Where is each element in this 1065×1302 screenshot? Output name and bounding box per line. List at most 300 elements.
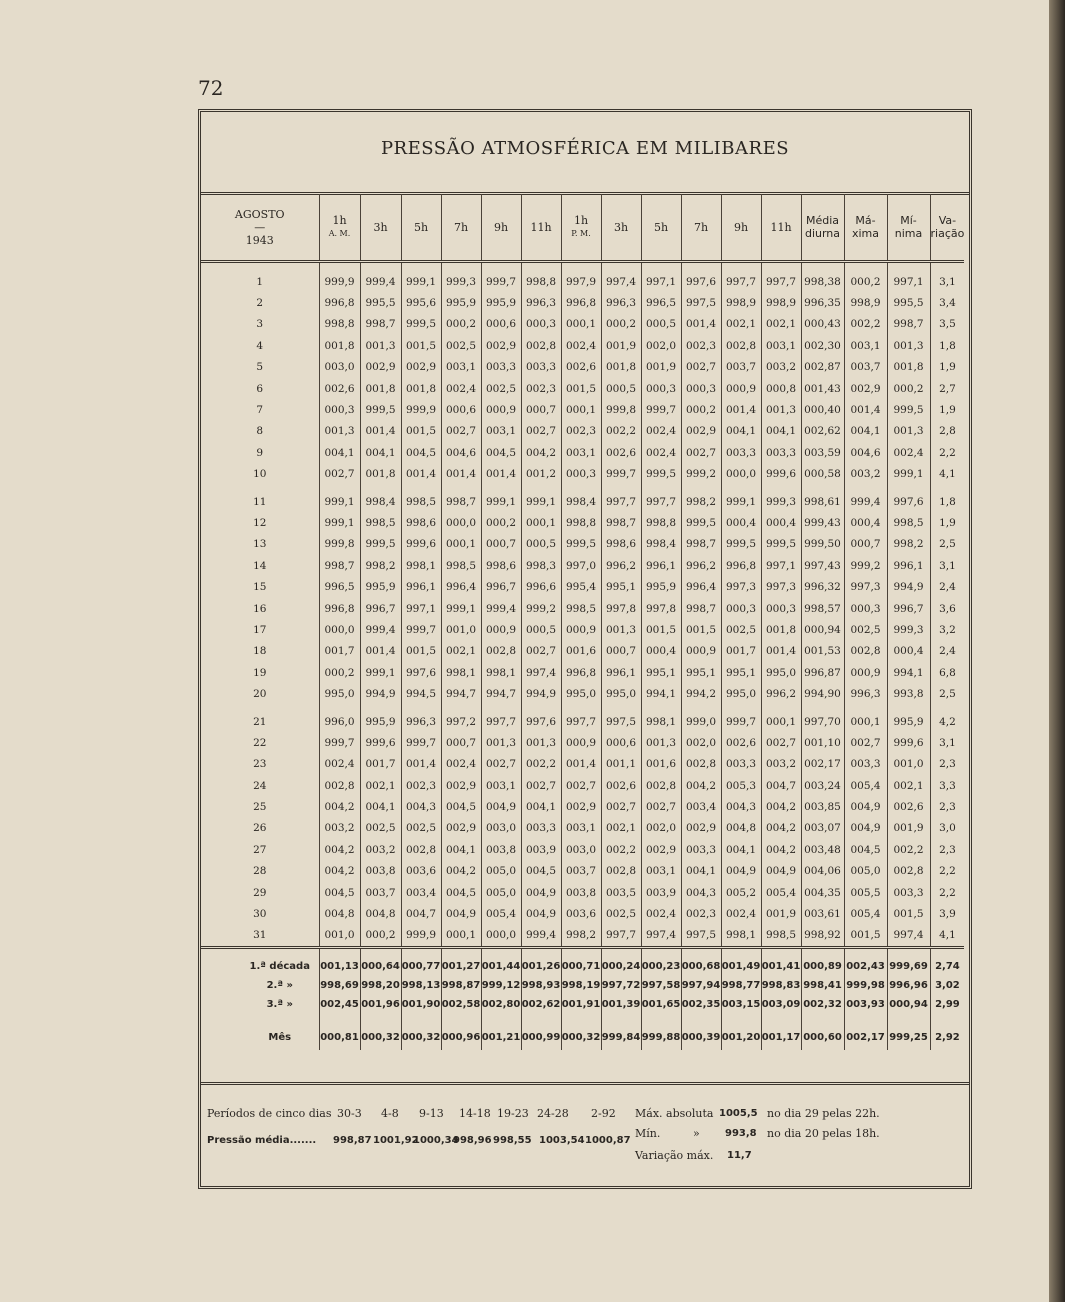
table-cell: 004,9 [721, 861, 761, 882]
table-cell: 997,0 [561, 555, 601, 576]
row-label: 20 [253, 688, 267, 701]
table-cell: 004,5 [441, 796, 481, 817]
table-cell: 2,7 [930, 378, 964, 399]
table-cell: 2,4 [930, 641, 964, 662]
table-cell: 995,0 [561, 683, 601, 704]
table-cell: 003,8 [561, 882, 601, 903]
table-cell: 998,7 [319, 555, 360, 576]
table-cell: 000,8 [761, 378, 801, 399]
table-cell: 003,1 [761, 335, 801, 356]
table-cell: 001,3 [481, 732, 521, 753]
header-top: 11h [770, 220, 792, 234]
table-cell: 000,9 [681, 641, 721, 662]
table-cell: 000,81 [319, 1014, 360, 1050]
table-cell: 005,4 [761, 882, 801, 903]
table-cell: 996,8 [561, 662, 601, 683]
table-cell: 001,3 [360, 335, 401, 356]
table-row [201, 775, 964, 796]
table-cell: 003,1 [561, 818, 601, 839]
table-cell: 2,5 [930, 534, 964, 555]
table-cell: 2,3 [930, 839, 964, 860]
table-cell: 001,3 [761, 399, 801, 420]
table-cell: 000,94 [887, 995, 930, 1014]
table-cell: 003,7 [561, 861, 601, 882]
row-label: 22 [253, 736, 267, 749]
table-cell: 995,1 [641, 662, 681, 683]
table-cell: 001,21 [481, 1014, 521, 1050]
table-cell: 000,58 [801, 464, 844, 485]
period-mean-value: 998,55 [493, 1135, 532, 1146]
table-cell: 999,5 [360, 399, 401, 420]
table-cell: 002,7 [319, 464, 360, 485]
table-cell: 3,0 [930, 818, 964, 839]
min-value: 993,8 [725, 1128, 757, 1139]
table-cell: 995,1 [721, 662, 761, 683]
table-cell: 1,8 [930, 485, 964, 512]
table-cell: 996,3 [844, 683, 887, 704]
table-cell: 999,6 [360, 732, 401, 753]
table-cell: 002,5 [360, 818, 401, 839]
table-cell: 000,5 [601, 378, 641, 399]
table-cell: 001,4 [441, 464, 481, 485]
table-row [201, 796, 964, 817]
table-cell: 002,2 [601, 421, 641, 442]
table-cell: 000,4 [761, 512, 801, 533]
table-cell: 001,20 [721, 1014, 761, 1050]
table-cell: 999,98 [844, 976, 887, 995]
table-cell: 995,0 [601, 683, 641, 704]
period-label: 2-92 [591, 1107, 616, 1120]
table-cell: 999,4 [360, 262, 401, 293]
row-label: 6 [256, 382, 264, 395]
table-cell: 999,4 [360, 619, 401, 640]
table-cell: 994,1 [887, 662, 930, 683]
table-cell: 998,20 [360, 976, 401, 995]
table-cell: 001,96 [360, 995, 401, 1014]
table-cell: 003,15 [721, 995, 761, 1014]
table-cell: 3,5 [930, 314, 964, 335]
table-cell: 002,4 [319, 754, 360, 775]
table-cell: 997,3 [844, 576, 887, 597]
table-cell: 999,2 [521, 598, 561, 619]
table-cell: 998,7 [681, 534, 721, 555]
table-row [201, 662, 964, 683]
table-cell: 999,3 [441, 262, 481, 293]
table-cell: 999,1 [401, 262, 441, 293]
table-cell: 000,4 [641, 641, 681, 662]
table-cell: 003,07 [801, 818, 844, 839]
table-cell: 002,9 [681, 421, 721, 442]
table-cell: 998,87 [441, 976, 481, 995]
table-cell: 997,6 [521, 705, 561, 732]
table-cell: 997,8 [641, 598, 681, 619]
period-mean-value: 1001,92 [373, 1135, 419, 1146]
table-cell: 002,3 [681, 903, 721, 924]
table-cell: 998,1 [641, 705, 681, 732]
table-cell: 001,7 [721, 641, 761, 662]
table-cell: 998,13 [401, 976, 441, 995]
table-cell: 003,0 [561, 839, 601, 860]
table-cell: 000,9 [561, 619, 601, 640]
table-cell: 003,85 [801, 796, 844, 817]
table-cell: 998,9 [721, 292, 761, 313]
table-cell: 000,60 [801, 1014, 844, 1050]
table-cell: 996,96 [887, 976, 930, 995]
table-cell: 997,7 [601, 485, 641, 512]
table-cell: 999,4 [521, 925, 561, 948]
table-cell: 003,3 [521, 357, 561, 378]
table-cell: 004,3 [681, 882, 721, 903]
table-cell: 000,32 [401, 1014, 441, 1050]
column-header [561, 194, 601, 262]
table-cell: 003,9 [521, 839, 561, 860]
table-cell: 004,7 [761, 775, 801, 796]
table-cell: 000,2 [844, 262, 887, 293]
table-cell: 999,6 [887, 732, 930, 753]
table-cell: 000,24 [601, 948, 641, 977]
table-cell: 4,1 [930, 464, 964, 485]
table-cell: 999,1 [360, 662, 401, 683]
table-cell: 000,89 [801, 948, 844, 977]
table-cell: 999,2 [844, 555, 887, 576]
table-cell: 996,7 [360, 598, 401, 619]
table-cell: 004,1 [319, 442, 360, 463]
table-cell: 000,7 [521, 399, 561, 420]
table-cell: 002,6 [721, 732, 761, 753]
table-cell: 997,72 [601, 976, 641, 995]
table-cell: 001,0 [441, 619, 481, 640]
table-cell: 004,2 [319, 839, 360, 860]
table-cell: 004,1 [721, 421, 761, 442]
table-cell: 995,9 [360, 705, 401, 732]
table-cell: 004,9 [761, 861, 801, 882]
table-cell: 002,0 [641, 335, 681, 356]
table-cell: 999,8 [601, 399, 641, 420]
table-cell: 001,91 [561, 995, 601, 1014]
table-cell: 002,1 [721, 314, 761, 335]
table-cell: 002,6 [319, 378, 360, 399]
header-bot: riação [930, 227, 965, 240]
table-cell: 000,2 [601, 314, 641, 335]
table-cell: 002,17 [801, 754, 844, 775]
table-cell: 998,7 [681, 598, 721, 619]
table-cell: 999,1 [319, 512, 360, 533]
table-cell: 002,7 [601, 796, 641, 817]
column-header [681, 194, 721, 262]
row-label: 7 [256, 404, 264, 417]
period-label: 19-23 [497, 1107, 529, 1120]
table-cell: 998,69 [319, 976, 360, 995]
table-cell: 000,6 [601, 732, 641, 753]
table-cell: 999,4 [481, 598, 521, 619]
table-cell: 000,3 [641, 378, 681, 399]
table-cell: 000,3 [761, 598, 801, 619]
table-cell: 003,8 [481, 839, 521, 860]
table-cell: 000,3 [319, 399, 360, 420]
table-cell: 000,0 [441, 512, 481, 533]
table-cell: 000,4 [844, 512, 887, 533]
table-cell: 998,2 [561, 925, 601, 948]
table-cell: 002,7 [761, 732, 801, 753]
table-cell: 003,0 [319, 357, 360, 378]
row-label: Mês [268, 1031, 292, 1043]
table-cell: 001,53 [801, 641, 844, 662]
row-label: 2.ª » [266, 980, 293, 992]
table-cell: 001,43 [801, 378, 844, 399]
table-cell: 000,7 [844, 534, 887, 555]
row-label: 17 [253, 623, 267, 636]
table-cell: 999,3 [887, 619, 930, 640]
table-cell: 000,32 [360, 1014, 401, 1050]
table-cell: 001,2 [521, 464, 561, 485]
table-cell: 000,0 [481, 925, 521, 948]
table-cell: 004,3 [721, 796, 761, 817]
table-cell: 003,61 [801, 903, 844, 924]
table-cell: 001,4 [401, 754, 441, 775]
table-cell: 003,8 [360, 861, 401, 882]
table-cell: 003,1 [844, 335, 887, 356]
table-cell: 994,1 [641, 683, 681, 704]
table-cell: 004,3 [401, 796, 441, 817]
table-cell: 003,3 [681, 839, 721, 860]
table-cell: 998,2 [887, 534, 930, 555]
table-cell: 001,8 [360, 464, 401, 485]
table-row [201, 882, 964, 903]
table-cell: 001,4 [401, 464, 441, 485]
book-spine [1049, 0, 1065, 1302]
table-cell: 005,0 [481, 882, 521, 903]
table-cell: 994,9 [360, 683, 401, 704]
column-header [930, 194, 964, 262]
column-header [801, 194, 844, 262]
table-cell: 996,8 [319, 598, 360, 619]
period-label: 24-28 [537, 1107, 569, 1120]
table-row [201, 464, 964, 485]
column-header [481, 194, 521, 262]
table-cell: 3,1 [930, 262, 964, 293]
column-header [360, 194, 401, 262]
table-cell: 000,2 [887, 378, 930, 399]
table-cell: 999,43 [801, 512, 844, 533]
header-top: 3h [613, 220, 629, 234]
table-cell: 002,80 [481, 995, 521, 1014]
table-cell: 999,6 [761, 464, 801, 485]
table-cell: 000,32 [561, 1014, 601, 1050]
table-row [201, 754, 964, 775]
table-cell: 997,7 [601, 925, 641, 948]
table-cell: 004,1 [721, 839, 761, 860]
header-bot: A. M. [328, 229, 351, 238]
table-cell: 001,8 [601, 357, 641, 378]
table-cell: 004,8 [721, 818, 761, 839]
row-label: 28 [253, 865, 267, 878]
table-cell: 003,1 [561, 442, 601, 463]
table-cell: 994,9 [521, 683, 561, 704]
pressure-table [201, 194, 964, 1050]
table-cell: 998,19 [561, 976, 601, 995]
table-cell: 999,88 [641, 1014, 681, 1050]
table-cell: 996,1 [887, 555, 930, 576]
table-cell: 999,5 [681, 512, 721, 533]
table-cell: 002,4 [641, 421, 681, 442]
table-cell: 002,4 [721, 903, 761, 924]
table-cell: 2,2 [930, 861, 964, 882]
header-top: 9h [493, 220, 509, 234]
table-cell: 002,5 [844, 619, 887, 640]
table-cell: 002,0 [681, 732, 721, 753]
table-cell: 998,38 [801, 262, 844, 293]
table-cell: 002,5 [721, 619, 761, 640]
table-cell: 004,2 [441, 861, 481, 882]
table-cell: 999,7 [401, 732, 441, 753]
table-cell: 002,8 [641, 775, 681, 796]
table-cell: 003,3 [887, 882, 930, 903]
table-cell: 003,9 [641, 882, 681, 903]
table-cell: 000,71 [561, 948, 601, 977]
table-cell: 002,9 [441, 818, 481, 839]
table-cell: 004,1 [681, 861, 721, 882]
table-cell: 001,44 [481, 948, 521, 977]
table-cell: 3,1 [930, 555, 964, 576]
table-cell: 999,69 [887, 948, 930, 977]
table-cell: 001,8 [401, 378, 441, 399]
table-cell: 002,7 [561, 775, 601, 796]
table-cell: 998,5 [761, 925, 801, 948]
table-cell: 998,1 [401, 555, 441, 576]
table-cell: 997,8 [601, 598, 641, 619]
table-cell: 997,43 [801, 555, 844, 576]
table-cell: 997,6 [401, 662, 441, 683]
table-cell: 997,5 [601, 705, 641, 732]
table-cell: 004,1 [441, 839, 481, 860]
table-cell: 002,2 [887, 839, 930, 860]
table-cell: 002,8 [681, 754, 721, 775]
table-cell: 001,5 [401, 641, 441, 662]
header-top: Média [805, 214, 840, 227]
table-cell: 000,1 [844, 705, 887, 732]
table-cell: 998,9 [761, 292, 801, 313]
table-cell: 004,1 [521, 796, 561, 817]
table-cell: 000,4 [721, 512, 761, 533]
table-cell: 999,1 [521, 485, 561, 512]
table-cell: 995,0 [319, 683, 360, 704]
row-label: 1 [256, 275, 264, 288]
table-cell: 002,5 [401, 818, 441, 839]
table-cell: 004,7 [401, 903, 441, 924]
table-cell: 997,1 [761, 555, 801, 576]
table-cell: 998,1 [441, 662, 481, 683]
table-cell: 995,1 [601, 576, 641, 597]
table-cell: 000,9 [481, 619, 521, 640]
table-cell: 004,1 [360, 442, 401, 463]
table-cell: 002,8 [401, 839, 441, 860]
table-cell: 002,35 [681, 995, 721, 1014]
table-cell: 996,2 [681, 555, 721, 576]
table-cell: 2,3 [930, 754, 964, 775]
table-cell: 000,5 [521, 534, 561, 555]
table-cell: 000,2 [481, 512, 521, 533]
table-row [201, 555, 964, 576]
table-cell: 001,10 [801, 732, 844, 753]
table-cell: 001,4 [681, 314, 721, 335]
table-cell: 002,9 [681, 818, 721, 839]
table-cell: 994,90 [801, 683, 844, 704]
table-cell: 004,1 [844, 421, 887, 442]
table-cell: 3,1 [930, 732, 964, 753]
table-cell: 001,3 [521, 732, 561, 753]
table-cell: 002,7 [521, 641, 561, 662]
table-cell: 001,5 [401, 335, 441, 356]
table-cell: 004,2 [761, 796, 801, 817]
row-label: 5 [256, 361, 264, 374]
header-top: 5h [653, 220, 669, 234]
table-cell: 002,6 [561, 357, 601, 378]
table-cell: 000,6 [441, 399, 481, 420]
table-cell: 000,5 [641, 314, 681, 335]
table-row [201, 948, 964, 977]
table-cell: 998,6 [401, 512, 441, 533]
table-cell: 000,1 [761, 705, 801, 732]
table-cell: 002,9 [641, 839, 681, 860]
table-cell: 999,5 [641, 464, 681, 485]
table-cell: 996,87 [801, 662, 844, 683]
header-top: AGOSTO [234, 207, 285, 221]
table-cell: 4,2 [930, 705, 964, 732]
table-cell: 996,8 [319, 292, 360, 313]
table-cell: 001,9 [887, 818, 930, 839]
table-cell: 004,2 [319, 796, 360, 817]
table-cell: 002,4 [441, 754, 481, 775]
table-cell: 997,2 [441, 705, 481, 732]
table-cell: 999,1 [721, 485, 761, 512]
table-cell: 994,5 [401, 683, 441, 704]
table-cell: 997,6 [681, 262, 721, 293]
table-cell: 000,7 [441, 732, 481, 753]
table-cell: 000,3 [521, 314, 561, 335]
table-cell: 005,5 [844, 882, 887, 903]
table-cell: 995,9 [481, 292, 521, 313]
row-label: 30 [253, 908, 267, 921]
table-row [201, 357, 964, 378]
table-cell: 004,5 [319, 882, 360, 903]
table-cell: 003,2 [761, 357, 801, 378]
table-cell: 996,32 [801, 576, 844, 597]
period-mean-value: 998,87 [333, 1135, 372, 1146]
periods-label: Períodos de cinco dias [207, 1107, 332, 1120]
table-cell: 002,8 [521, 335, 561, 356]
table-cell: 999,5 [360, 534, 401, 555]
table-cell: 000,1 [561, 399, 601, 420]
table-row [201, 335, 964, 356]
table-cell: 001,7 [360, 754, 401, 775]
table-cell: 001,4 [721, 399, 761, 420]
table-cell: 999,9 [319, 262, 360, 293]
footer-section [201, 1082, 969, 1187]
table-cell: 6,8 [930, 662, 964, 683]
table-cell: 994,7 [441, 683, 481, 704]
table-frame [198, 109, 972, 1189]
table-cell: 002,9 [401, 357, 441, 378]
table-cell: 997,1 [641, 262, 681, 293]
table-cell: 001,8 [761, 619, 801, 640]
row-label: 25 [253, 801, 267, 814]
table-cell: 2,92 [930, 1014, 964, 1050]
table-cell: 002,3 [401, 775, 441, 796]
table-cell: 3,4 [930, 292, 964, 313]
table-cell: 002,1 [887, 775, 930, 796]
table-cell: 005,4 [844, 775, 887, 796]
table-row [201, 378, 964, 399]
